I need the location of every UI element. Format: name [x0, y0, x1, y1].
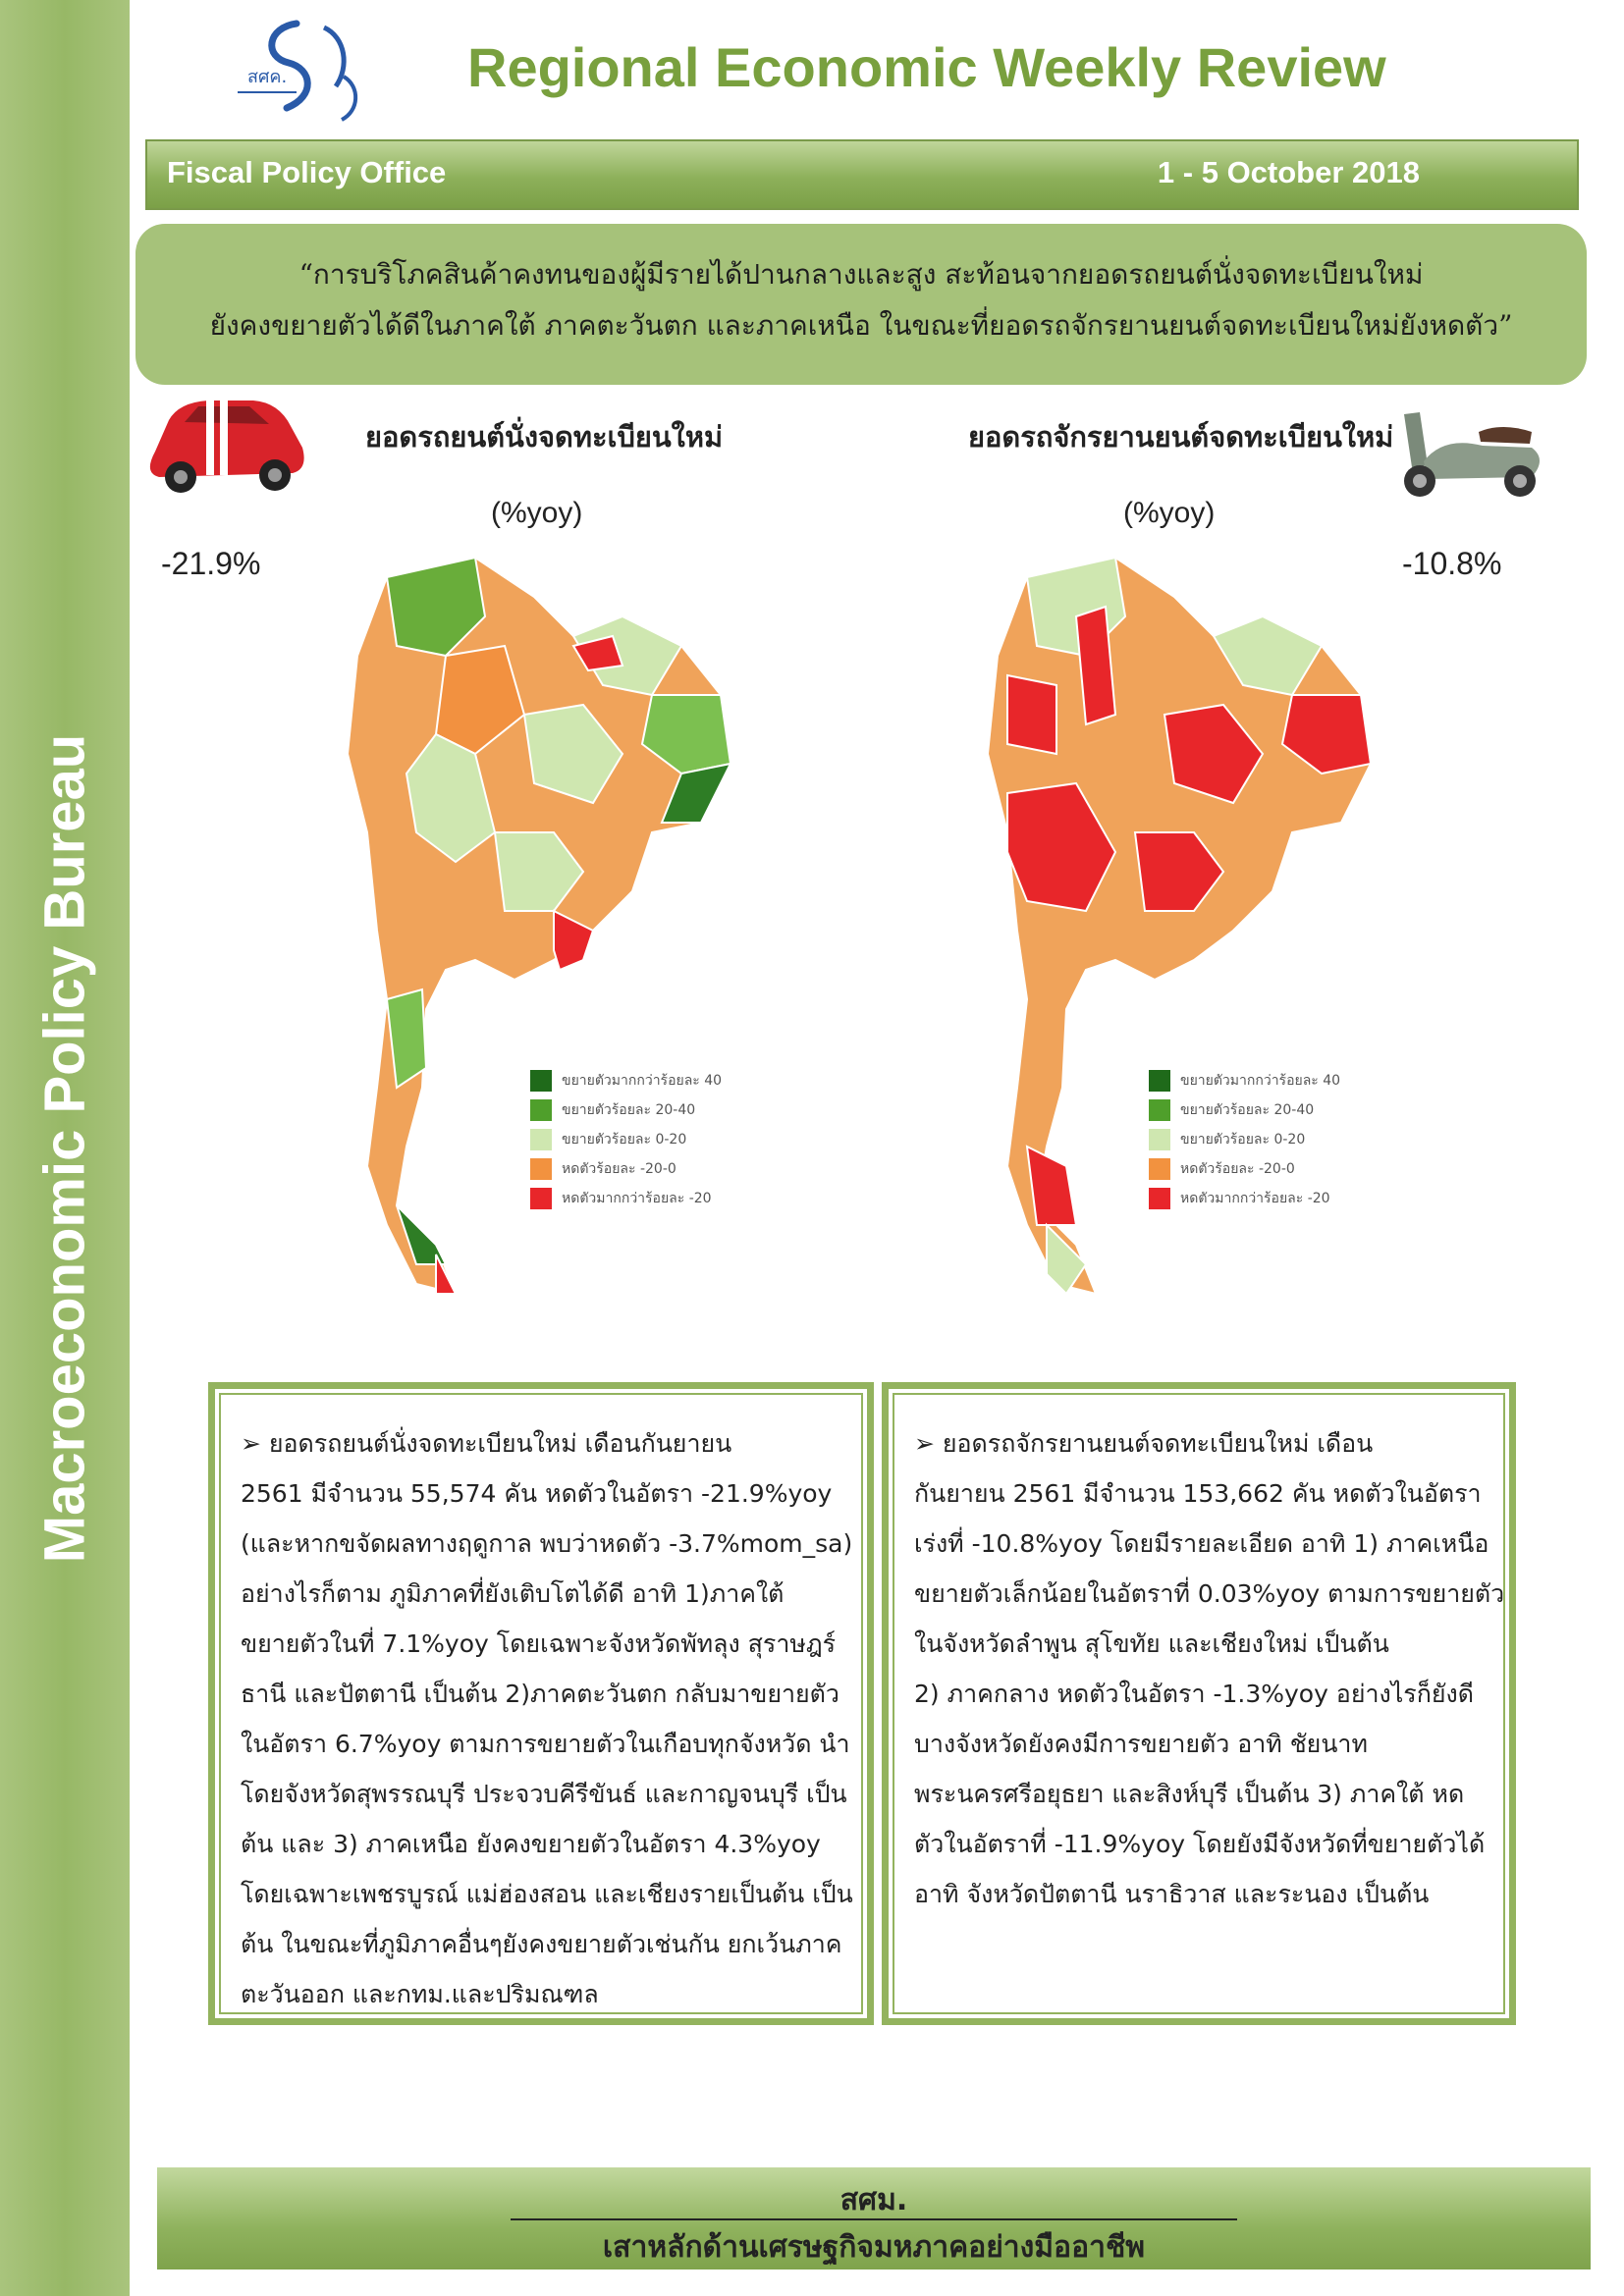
legend-item: [1149, 1095, 1340, 1125]
legend-item: [530, 1125, 722, 1154]
summary-line: กันยายน 2561 มีจำนวน 153,662 คัน หดตัวในอัตรา: [914, 1479, 1482, 1508]
headline-quote: [135, 224, 1587, 385]
summary-line: ขยายตัวในที่ 7.1%yoy โดยเฉพาะจังหวัดพัทลุง สุราษฎร์: [241, 1629, 837, 1658]
summary-line: ขยายตัวเล็กน้อยในอัตราที่ 0.03%yoy ตามการขยายตัว: [914, 1579, 1505, 1608]
issue-date: 1 - 5 October 2018: [1157, 155, 1420, 189]
legend-swatch: [1149, 1070, 1170, 1092]
right-map-value: -10.8%: [1402, 546, 1502, 581]
right-map-title: ยอดรถจักรยานยนต์จดทะเบียนใหม่: [968, 420, 1394, 454]
motorcycle-summary-box: [882, 1382, 1516, 2025]
summary-line: ตัวในอัตราที่ -11.9%yoy โดยยังมีจังหวัดที่ขยายตัวได้: [914, 1830, 1486, 1858]
summary-line: เร่งที่ -10.8%yoy โดยมีรายละเอียด อาทิ 1) ภาคเหนือ: [914, 1529, 1489, 1558]
legend-swatch: [1149, 1188, 1170, 1209]
legend-item: [530, 1066, 722, 1095]
legend-swatch: [1149, 1158, 1170, 1180]
right-map-legend: [1149, 1066, 1340, 1213]
sidebar: [0, 0, 130, 2296]
summary-line: ➢ ยอดรถจักรยานยนต์จดทะเบียนใหม่ เดือน: [914, 1429, 1374, 1458]
summary-line: ต้น และ 3) ภาคเหนือ ยังคงขยายตัวในอัตรา 4.3%yoy: [241, 1830, 821, 1858]
left-map-unit: (%yoy): [491, 497, 583, 529]
footer: [157, 2167, 1591, 2269]
summary-line: ต้น ในขณะที่ภูมิภาคอื่นๆยังคงขยายตัวเช่นกัน ยกเว้นภาค: [241, 1930, 842, 1958]
legend-swatch: [1149, 1099, 1170, 1121]
sidebar-label: Macroeconomic Policy Bureau: [32, 733, 97, 1564]
summary-line: ธานี และปัตตานี เป็นต้น 2)ภาคตะวันตก กลับมาขยายตัว: [241, 1680, 839, 1708]
summary-line: โดยเฉพาะเพชรบูรณ์ แม่ฮ่องสอน และเชียงรายเป็นต้น เป็น: [241, 1880, 853, 1908]
left-map-legend: [530, 1066, 722, 1213]
legend-item: [1149, 1184, 1340, 1213]
car-icon: [135, 375, 312, 503]
scooter-icon: [1384, 383, 1551, 506]
office-bar: [145, 139, 1579, 210]
summary-line: (และหากขจัดผลทางฤดูกาล พบว่าหดตัว -3.7%mom_sa): [241, 1529, 853, 1558]
legend-item: [530, 1154, 722, 1184]
legend-label: หดตัวมากกว่าร้อยละ -20: [562, 1191, 712, 1206]
legend-label: หดตัวมากกว่าร้อยละ -20: [1180, 1191, 1330, 1206]
legend-item: [1149, 1066, 1340, 1095]
office-name: Fiscal Policy Office: [167, 155, 447, 189]
summary-line: พระนครศรีอยุธยา และสิงห์บุรี เป็นต้น 3) ภาคใต้ หด: [914, 1780, 1465, 1808]
footer-motto: เสาหลักด้านเศรษฐกิจมหภาคอย่างมืออาชีพ: [602, 2230, 1146, 2265]
legend-swatch: [530, 1070, 552, 1092]
legend-label: ขยายตัวร้อยละ 0-20: [1180, 1132, 1306, 1148]
legend-label: ขยายตัวร้อยละ 20-40: [1180, 1102, 1315, 1118]
car-summary-box: [208, 1382, 874, 2025]
legend-swatch: [530, 1129, 552, 1150]
quote-line-1: “การบริโภคสินค้าคงทนของผู้มีรายได้ปานกลางและสูง สะท้อนจากยอดรถยนต์นั่งจดทะเบียนใหม่: [298, 258, 1424, 291]
page-title: Regional Economic Weekly Review: [467, 36, 1386, 98]
footer-abbr: สศม.: [839, 2183, 908, 2217]
summary-line: บางจังหวัดยังคงมีการขยายตัว อาทิ ชัยนาท: [914, 1730, 1368, 1758]
legend-swatch: [1149, 1129, 1170, 1150]
logo-text: สศค.: [247, 67, 288, 87]
legend-item: [530, 1095, 722, 1125]
summary-line: อาทิ จังหวัดปัตตานี นราธิวาส และระนอง เป็นต้น: [914, 1880, 1430, 1908]
summary-line: ในอัตรา 6.7%yoy ตามการขยายตัวในเกือบทุกจังหวัด นำ: [241, 1730, 850, 1758]
legend-swatch: [530, 1188, 552, 1209]
summary-line: 2) ภาคกลาง หดตัวในอัตรา -1.3%yoy อย่างไรก็ยังดี: [914, 1680, 1474, 1708]
summary-line: ➢ ยอดรถยนต์นั่งจดทะเบียนใหม่ เดือนกันยายน: [241, 1429, 732, 1458]
summary-line: ในจังหวัดลำพูน สุโขทัย และเชียงใหม่ เป็นต้น: [914, 1629, 1389, 1658]
footer-divider: [511, 2218, 1237, 2220]
legend-label: ขยายตัวมากกว่าร้อยละ 40: [562, 1073, 723, 1089]
legend-item: [530, 1184, 722, 1213]
legend-label: ขยายตัวร้อยละ 20-40: [562, 1102, 696, 1118]
left-map-value: -21.9%: [161, 546, 261, 581]
right-map-unit: (%yoy): [1123, 497, 1216, 529]
left-map-title: ยอดรถยนต์นั่งจดทะเบียนใหม่: [365, 420, 724, 454]
summary-line: โดยจังหวัดสุพรรณบุรี ประจวบคีรีขันธ์ และกาญจนบุรี เป็น: [241, 1780, 847, 1808]
legend-label: ขยายตัวมากกว่าร้อยละ 40: [1180, 1073, 1341, 1089]
summary-line: 2561 มีจำนวน 55,574 คัน หดตัวในอัตรา -21.9%yoy: [241, 1479, 833, 1508]
legend-label: หดตัวร้อยละ -20-0: [1180, 1161, 1295, 1177]
summary-line: ตะวันออก และกทม.และปริมณฑล: [241, 1980, 599, 2008]
legend-swatch: [530, 1158, 552, 1180]
summary-line: อย่างไรก็ตาม ภูมิภาคที่ยังเติบโตได้ดี อาทิ 1)ภาคใต้: [241, 1579, 785, 1608]
legend-item: [1149, 1154, 1340, 1184]
legend-item: [1149, 1125, 1340, 1154]
legend-label: ขยายตัวร้อยละ 0-20: [562, 1132, 687, 1148]
legend-swatch: [530, 1099, 552, 1121]
fpo-logo: [228, 18, 385, 128]
legend-label: หดตัวร้อยละ -20-0: [562, 1161, 677, 1177]
quote-line-2: ยังคงขยายตัวได้ดีในภาคใต้ ภาคตะวันตก และภาคเหนือ ในขณะที่ยอดรถจักรยานยนต์จดทะเบียนใหม่ยังหดตัว”: [209, 309, 1513, 342]
